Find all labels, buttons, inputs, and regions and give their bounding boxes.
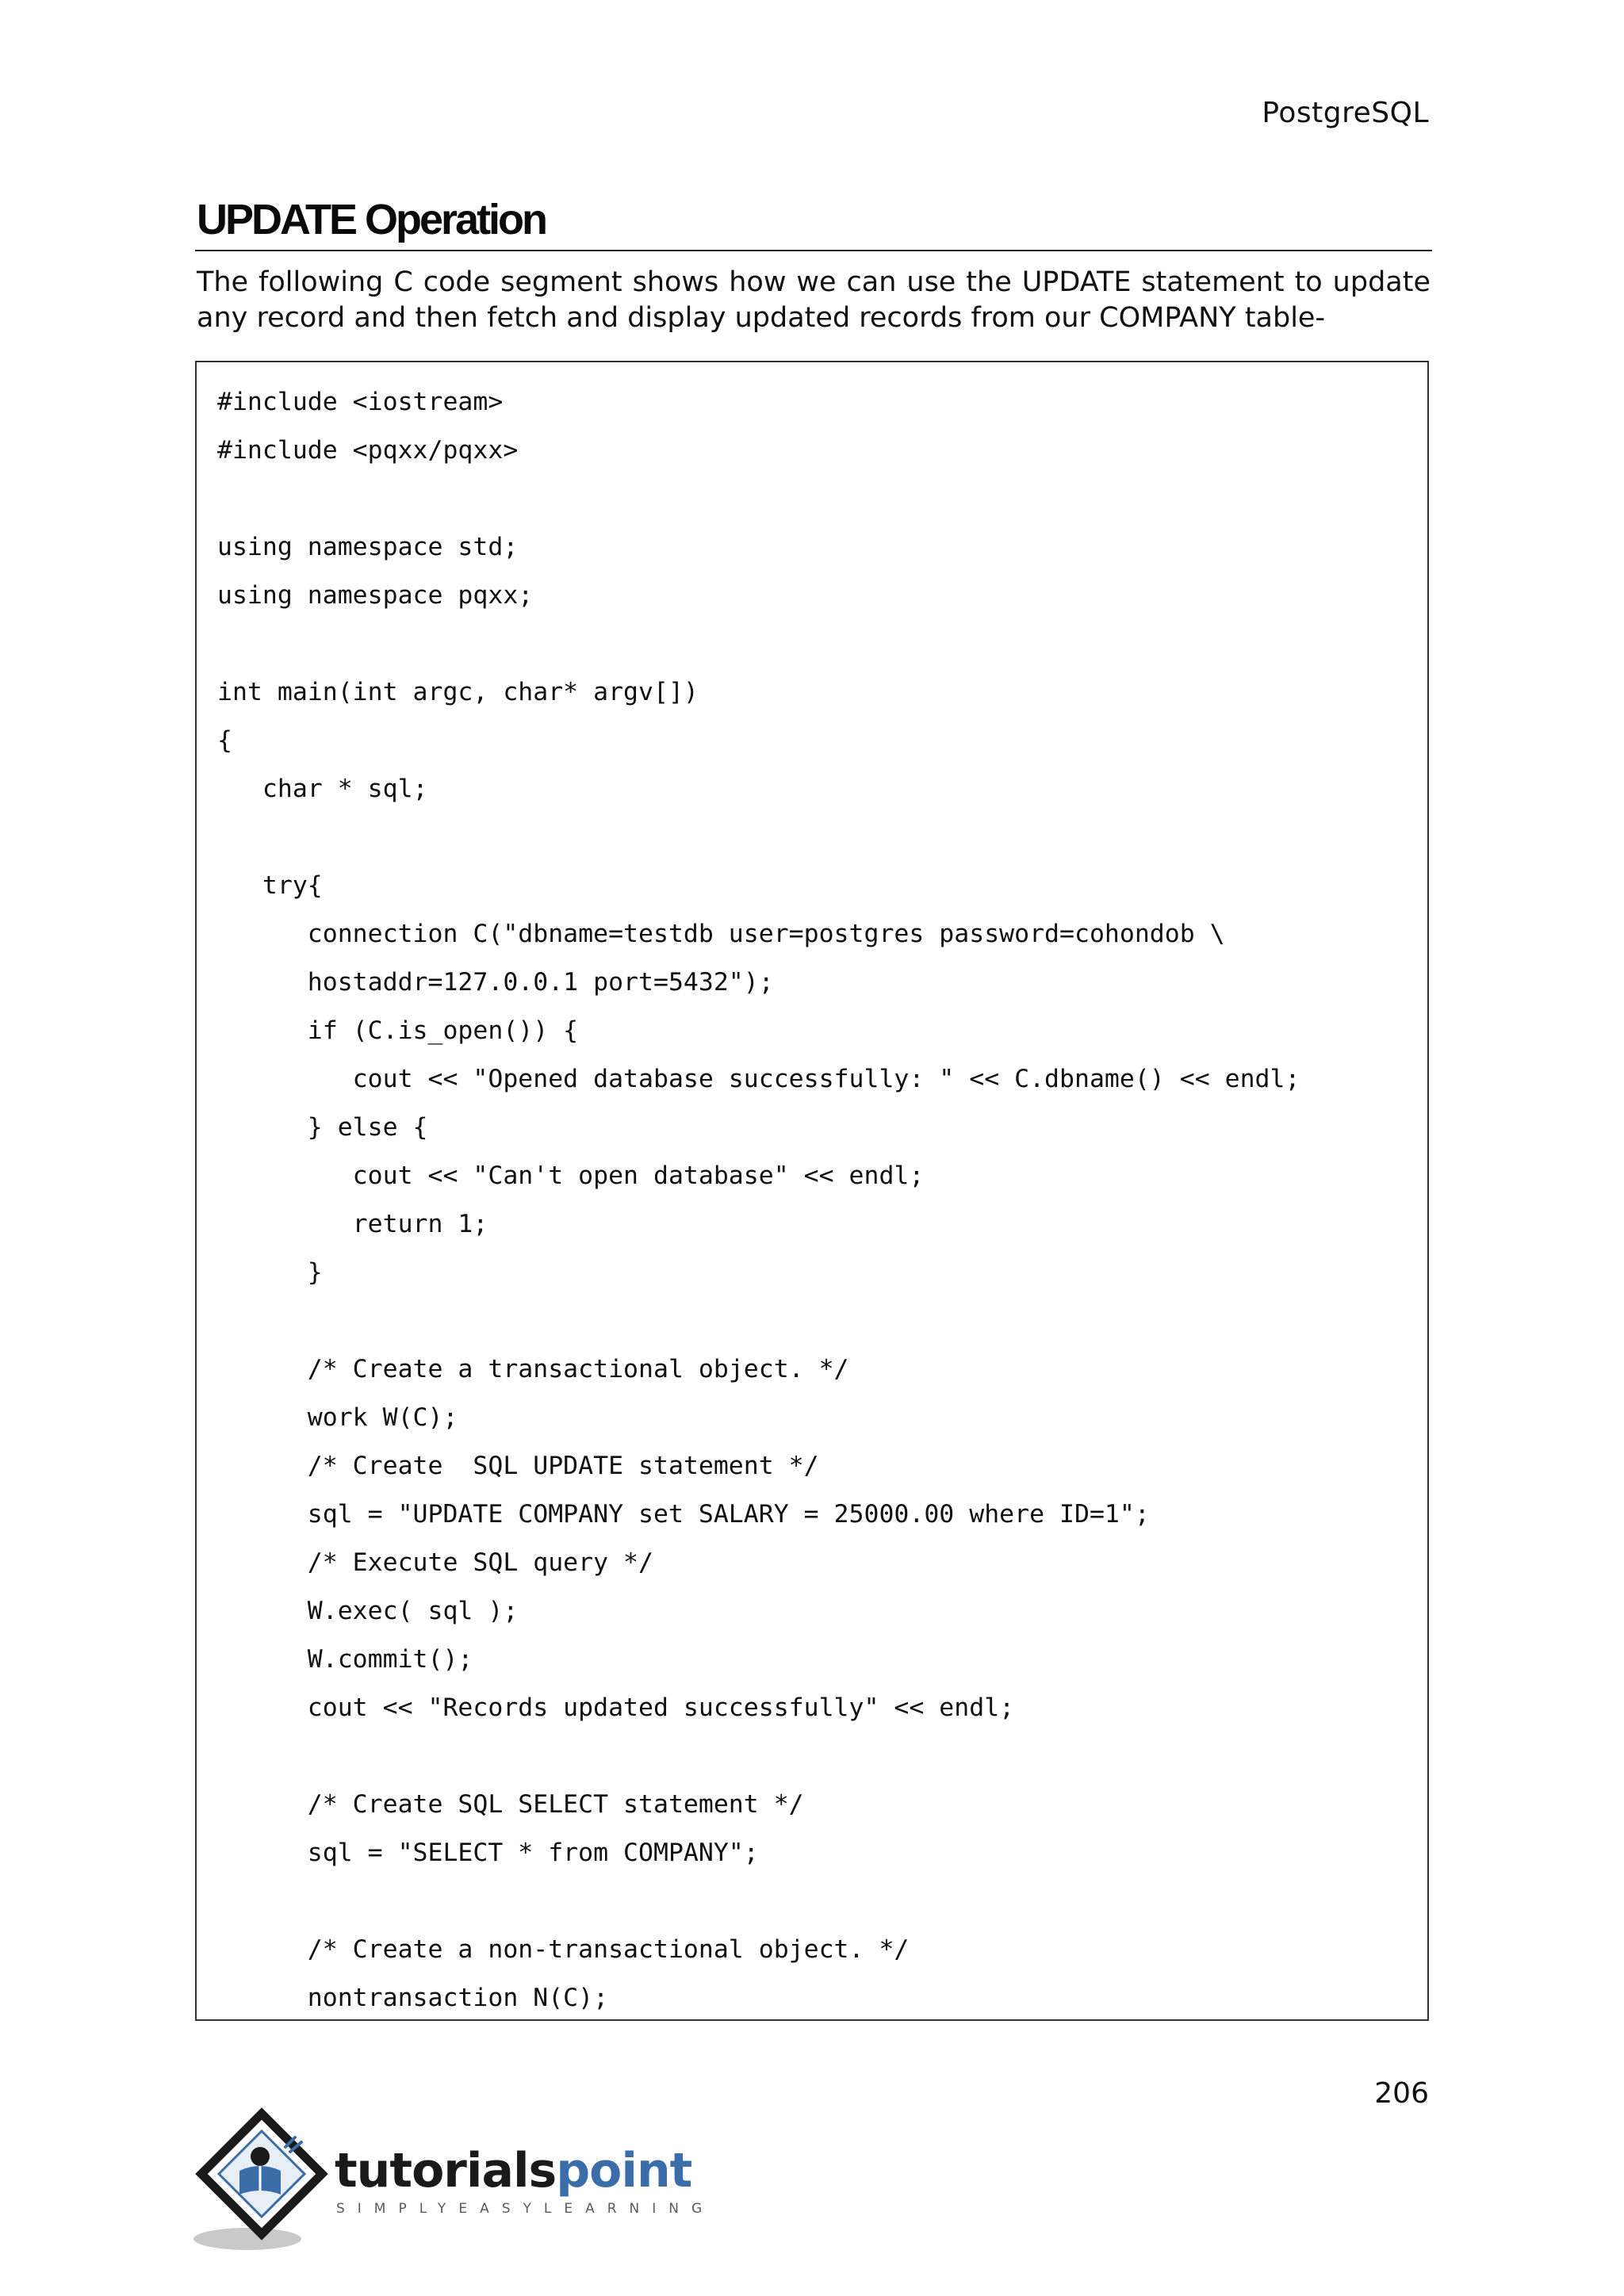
title-rule [195,250,1432,251]
code-line: using namespace std; [217,533,519,561]
logo-emblem-icon [193,2106,336,2256]
code-line: nontransaction N(C); [217,1984,609,2012]
code-line: W.exec( sql ); [217,1597,519,1625]
code-line [217,475,1300,523]
page-number: 206 [1374,2077,1429,2110]
code-line: #include <iostream> [217,388,504,416]
code-line: char * sql; [217,775,428,803]
code-block [195,361,1429,2021]
code-line: { [217,726,232,755]
code-line [217,1877,1300,1926]
code-line [217,620,1300,668]
code-line: return 1; [217,1210,488,1238]
code-line: work W(C); [217,1403,458,1432]
code-line: #include <pqxx/pqxx> [217,436,519,465]
code-line: } [217,1258,323,1287]
code-line: hostaddr=127.0.0.1 port=5432"); [217,968,774,997]
code-line: cout << "Records updated successfully" << endl; [217,1693,1015,1722]
code-line: /* Create a transactional object. */ [217,1355,849,1383]
code-line: cout << "Opened database successfully: " << C.dbname() << endl; [217,1065,1300,1093]
code-line: /* Execute SQL query */ [217,1548,653,1577]
logo-wordmark [335,2143,692,2198]
code-line: cout << "Can't open database" << endl; [217,1161,925,1190]
code-line: /* Create SQL UPDATE statement */ [217,1452,819,1480]
code-line: if (C.is_open()) { [217,1016,579,1045]
code-line: try{ [217,871,323,900]
logo-word-tutorials: tutorials [335,2143,557,2198]
code-line: /* Create SQL SELECT statement */ [217,1790,804,1819]
code-line: W.commit(); [217,1645,473,1674]
code-line: using namespace pqxx; [217,581,534,610]
code-line: } else { [217,1113,428,1142]
running-header: PostgreSQL [1262,97,1429,129]
code-lines [217,378,1300,2022]
code-line: sql = "SELECT * from COMPANY"; [217,1839,759,1867]
logo-tagline: SIMPLYEASYLEARNING [336,2201,715,2217]
section-title: UPDATE Operation [197,196,546,243]
code-line [217,1297,1300,1345]
code-line: connection C("dbname=testdb user=postgres password=cohondob \ [217,920,1225,948]
code-line [217,1732,1300,1781]
tutorialspoint-logo [193,2106,715,2256]
intro-paragraph: The following C code segment shows how we can use the UPDATE statement to update any record and then fetch and display updated records from our COMPANY table- [197,266,1431,334]
code-line [217,813,1300,862]
code-line: /* Create a non-transactional object. */ [217,1935,910,1964]
code-line: sql = "UPDATE COMPANY set SALARY = 25000.00 where ID=1"; [217,1500,1150,1529]
logo-word-point: point [556,2143,692,2198]
code-line: int main(int argc, char* argv[]) [217,678,699,706]
